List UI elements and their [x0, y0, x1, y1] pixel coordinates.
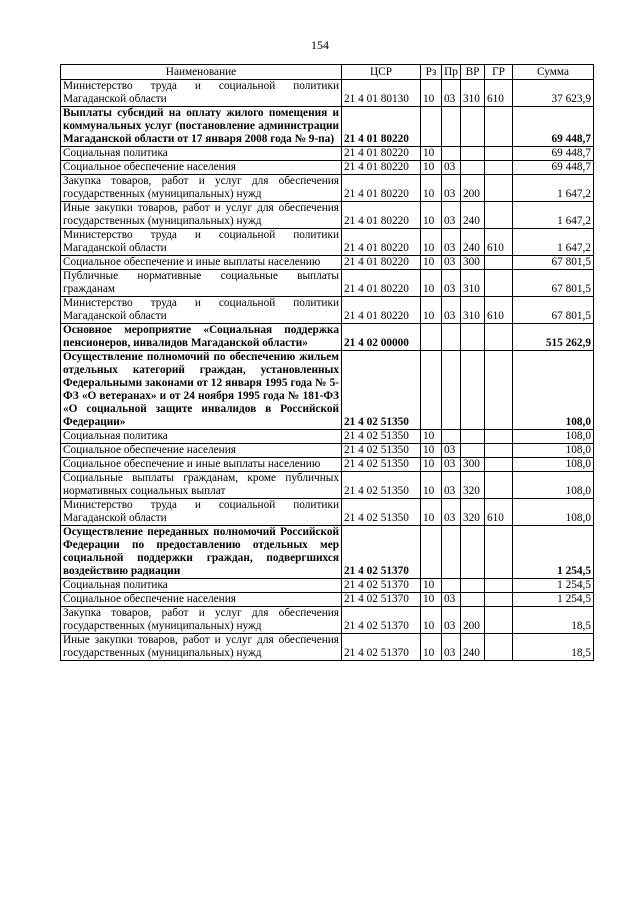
cell-pr: [442, 107, 461, 147]
cell-gr: [485, 430, 513, 444]
cell-pr: 03: [442, 593, 461, 607]
cell-rz: 10: [421, 80, 442, 107]
cell-rz: 10: [421, 593, 442, 607]
cell-name: Министерство труда и социальной политики Магаданской области: [61, 499, 342, 526]
cell-vr: [461, 579, 485, 593]
cell-rz: 10: [421, 161, 442, 175]
cell-rz: 10: [421, 270, 442, 297]
cell-sum: 1 647,2: [513, 202, 594, 229]
cell-csr: 21 4 02 51350: [342, 430, 421, 444]
table-row: [61, 147, 594, 161]
cell-gr: [485, 526, 513, 579]
cell-gr: [485, 458, 513, 472]
cell-sum: 69 448,7: [513, 147, 594, 161]
cell-csr: 21 4 01 80220: [342, 297, 421, 324]
table-row: [61, 472, 594, 499]
cell-vr: [461, 161, 485, 175]
cell-pr: 03: [442, 499, 461, 526]
cell-rz: [421, 324, 442, 351]
cell-csr: 21 4 02 51370: [342, 607, 421, 634]
header-vr: ВР: [461, 65, 485, 80]
cell-gr: [485, 579, 513, 593]
cell-name: Министерство труда и социальной политики Магаданской области: [61, 80, 342, 107]
cell-sum: 1 254,5: [513, 593, 594, 607]
cell-gr: [485, 175, 513, 202]
cell-csr: 21 4 01 80130: [342, 80, 421, 107]
cell-name: Иные закупки товаров, работ и услуг для обеспечения государственных (муниципальных) нужд: [61, 634, 342, 661]
cell-vr: 310: [461, 297, 485, 324]
cell-sum: 37 623,9: [513, 80, 594, 107]
cell-name: Министерство труда и социальной политики Магаданской области: [61, 297, 342, 324]
cell-gr: [485, 256, 513, 270]
cell-vr: [461, 526, 485, 579]
cell-rz: [421, 107, 442, 147]
cell-pr: 03: [442, 444, 461, 458]
table-row: [61, 579, 594, 593]
cell-csr: 21 4 02 51350: [342, 499, 421, 526]
page-number: 154: [311, 38, 329, 52]
cell-gr: [485, 472, 513, 499]
cell-name: Социальное обеспечение населения: [61, 593, 342, 607]
cell-name: Социальное обеспечение населения: [61, 161, 342, 175]
table-row: [61, 593, 594, 607]
cell-sum: 108,0: [513, 351, 594, 430]
cell-rz: 10: [421, 175, 442, 202]
table-row: [61, 229, 594, 256]
cell-rz: 10: [421, 499, 442, 526]
cell-sum: 108,0: [513, 472, 594, 499]
cell-gr: [485, 147, 513, 161]
cell-pr: 03: [442, 175, 461, 202]
cell-pr: 03: [442, 229, 461, 256]
header-row: [61, 65, 594, 80]
table-row: [61, 324, 594, 351]
cell-rz: 10: [421, 256, 442, 270]
cell-csr: 21 4 02 51350: [342, 472, 421, 499]
cell-gr: 610: [485, 297, 513, 324]
cell-csr: 21 4 02 51350: [342, 458, 421, 472]
table-row: [61, 607, 594, 634]
cell-vr: 300: [461, 458, 485, 472]
cell-vr: [461, 324, 485, 351]
cell-vr: [461, 430, 485, 444]
table-row: [61, 107, 594, 147]
header-name: Наименование: [61, 65, 342, 80]
cell-gr: [485, 593, 513, 607]
cell-vr: 200: [461, 175, 485, 202]
cell-name: Социальная политика: [61, 579, 342, 593]
cell-sum: 67 801,5: [513, 297, 594, 324]
cell-vr: 240: [461, 229, 485, 256]
table-row: [61, 499, 594, 526]
cell-pr: [442, 430, 461, 444]
cell-pr: 03: [442, 256, 461, 270]
cell-name: Социальное обеспечение населения: [61, 444, 342, 458]
cell-gr: 610: [485, 229, 513, 256]
cell-vr: [461, 147, 485, 161]
cell-csr: 21 4 02 00000: [342, 324, 421, 351]
header-gr: ГР: [485, 65, 513, 80]
cell-sum: 18,5: [513, 607, 594, 634]
cell-csr: 21 4 01 80220: [342, 256, 421, 270]
cell-vr: [461, 351, 485, 430]
table-row: [61, 270, 594, 297]
table-row: [61, 351, 594, 430]
cell-rz: 10: [421, 297, 442, 324]
cell-pr: 03: [442, 80, 461, 107]
cell-rz: 10: [421, 634, 442, 661]
cell-pr: [442, 147, 461, 161]
cell-rz: 10: [421, 202, 442, 229]
cell-pr: [442, 526, 461, 579]
cell-sum: 1 647,2: [513, 229, 594, 256]
cell-pr: [442, 324, 461, 351]
cell-vr: [461, 107, 485, 147]
cell-vr: 300: [461, 256, 485, 270]
cell-csr: 21 4 01 80220: [342, 229, 421, 256]
cell-sum: 67 801,5: [513, 270, 594, 297]
table-row: [61, 161, 594, 175]
cell-rz: 10: [421, 458, 442, 472]
cell-sum: 515 262,9: [513, 324, 594, 351]
header-csr: ЦСР: [342, 65, 421, 80]
table-row: [61, 634, 594, 661]
cell-name: Публичные нормативные социальные выплаты гражданам: [61, 270, 342, 297]
header-pr: Пр: [442, 65, 461, 80]
cell-pr: [442, 579, 461, 593]
cell-vr: 240: [461, 634, 485, 661]
table-row: [61, 202, 594, 229]
cell-pr: 03: [442, 634, 461, 661]
cell-pr: 03: [442, 297, 461, 324]
table-row: [61, 175, 594, 202]
cell-gr: [485, 607, 513, 634]
table-row: [61, 444, 594, 458]
table-row: [61, 297, 594, 324]
cell-sum: 1 254,5: [513, 526, 594, 579]
cell-pr: 03: [442, 458, 461, 472]
cell-csr: 21 4 01 80220: [342, 161, 421, 175]
cell-csr: 21 4 02 51350: [342, 444, 421, 458]
budget-table: [60, 64, 594, 661]
cell-rz: 10: [421, 147, 442, 161]
cell-sum: 108,0: [513, 499, 594, 526]
cell-sum: 67 801,5: [513, 256, 594, 270]
table-row: [61, 80, 594, 107]
cell-vr: [461, 444, 485, 458]
cell-name: Социальное обеспечение и иные выплаты населению: [61, 458, 342, 472]
cell-name: Министерство труда и социальной политики Магаданской области: [61, 229, 342, 256]
header-rz: Рз: [421, 65, 442, 80]
cell-gr: [485, 444, 513, 458]
cell-rz: 10: [421, 430, 442, 444]
cell-name: Выплаты субсидий на оплату жилого помещения и коммунальных услуг (постановление администрации Магаданской области от 17 января 2008 года № 9-па): [61, 107, 342, 147]
cell-csr: 21 4 02 51350: [342, 351, 421, 430]
cell-rz: [421, 351, 442, 430]
cell-sum: 1 254,5: [513, 579, 594, 593]
cell-csr: 21 4 02 51370: [342, 593, 421, 607]
cell-gr: [485, 351, 513, 430]
table-row: [61, 430, 594, 444]
cell-rz: 10: [421, 444, 442, 458]
cell-gr: [485, 634, 513, 661]
cell-rz: [421, 526, 442, 579]
table-row: [61, 526, 594, 579]
cell-gr: 610: [485, 80, 513, 107]
cell-name: Социальное обеспечение и иные выплаты населению: [61, 256, 342, 270]
cell-vr: 310: [461, 80, 485, 107]
cell-pr: 03: [442, 270, 461, 297]
cell-pr: 03: [442, 607, 461, 634]
cell-name: Социальные выплаты гражданам, кроме публичных нормативных социальных выплат: [61, 472, 342, 499]
cell-name: Осуществление переданных полномочий Российской Федерации по предоставлению отдельных мер социальной поддержки граждан, подвергшихся воздействию радиации: [61, 526, 342, 579]
cell-sum: 1 647,2: [513, 175, 594, 202]
cell-name: Иные закупки товаров, работ и услуг для обеспечения государственных (муниципальных) нужд: [61, 202, 342, 229]
cell-sum: 108,0: [513, 458, 594, 472]
cell-csr: 21 4 01 80220: [342, 270, 421, 297]
table-header: [61, 65, 594, 80]
cell-vr: 240: [461, 202, 485, 229]
cell-csr: 21 4 01 80220: [342, 147, 421, 161]
cell-vr: 310: [461, 270, 485, 297]
cell-name: Закупка товаров, работ и услуг для обеспечения государственных (муниципальных) нужд: [61, 607, 342, 634]
cell-sum: 69 448,7: [513, 107, 594, 147]
cell-name: Социальная политика: [61, 147, 342, 161]
cell-gr: [485, 324, 513, 351]
cell-vr: 200: [461, 607, 485, 634]
cell-sum: 69 448,7: [513, 161, 594, 175]
cell-rz: 10: [421, 607, 442, 634]
cell-gr: [485, 202, 513, 229]
table-body: [61, 80, 594, 661]
cell-name: Осуществление полномочий по обеспечению жильем отдельных категорий граждан, установленных Федеральными законами от 12 января 1995 года № 5-ФЗ «О ветеранах» и от 24 ноября 1995 года № 181-ФЗ «О социальной защите инвалидов в Российской Федерации»: [61, 351, 342, 430]
cell-vr: 320: [461, 472, 485, 499]
table-row: [61, 458, 594, 472]
cell-rz: 10: [421, 229, 442, 256]
cell-csr: 21 4 02 51370: [342, 526, 421, 579]
cell-name: Социальная политика: [61, 430, 342, 444]
cell-vr: 320: [461, 499, 485, 526]
cell-rz: 10: [421, 472, 442, 499]
cell-gr: [485, 107, 513, 147]
cell-csr: 21 4 02 51370: [342, 634, 421, 661]
header-sum: Сумма: [513, 65, 594, 80]
cell-rz: 10: [421, 579, 442, 593]
cell-name: Закупка товаров, работ и услуг для обеспечения государственных (муниципальных) нужд: [61, 175, 342, 202]
cell-gr: [485, 161, 513, 175]
cell-sum: 108,0: [513, 430, 594, 444]
cell-gr: 610: [485, 499, 513, 526]
cell-name: Основное мероприятие «Социальная поддержка пенсионеров, инвалидов Магаданской области»: [61, 324, 342, 351]
cell-csr: 21 4 01 80220: [342, 175, 421, 202]
cell-csr: 21 4 01 80220: [342, 107, 421, 147]
cell-pr: [442, 351, 461, 430]
cell-sum: 108,0: [513, 444, 594, 458]
cell-sum: 18,5: [513, 634, 594, 661]
cell-pr: 03: [442, 472, 461, 499]
cell-pr: 03: [442, 161, 461, 175]
table-row: [61, 256, 594, 270]
cell-gr: [485, 270, 513, 297]
cell-pr: 03: [442, 202, 461, 229]
cell-vr: [461, 593, 485, 607]
cell-csr: 21 4 02 51370: [342, 579, 421, 593]
cell-csr: 21 4 01 80220: [342, 202, 421, 229]
